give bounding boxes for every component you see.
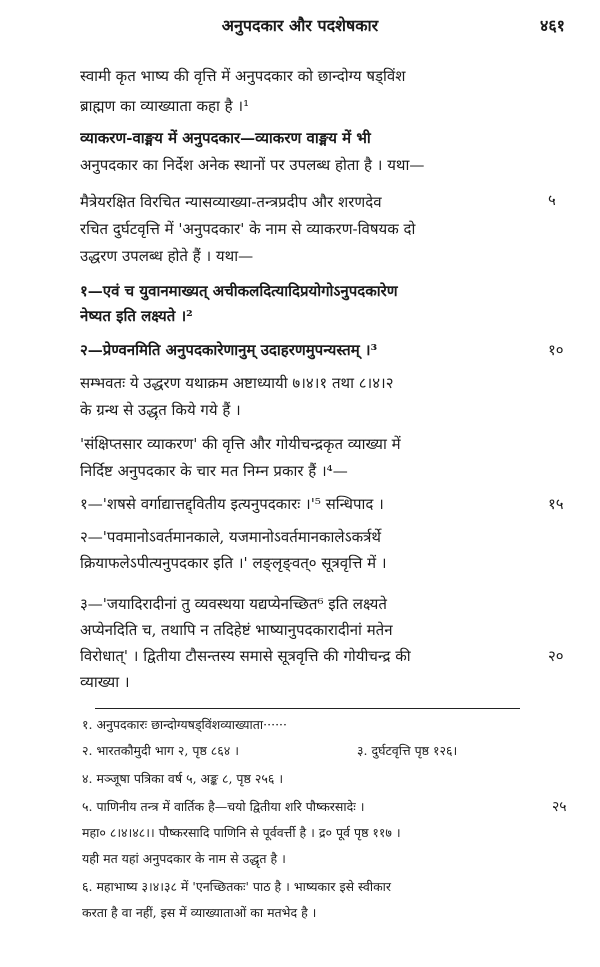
- quote-line: अप्येनदिति च, तथापि न तदिहेष्टं भाष्यानुपदकारादीनां मतेन: [80, 621, 393, 639]
- quote-line: क्रियाफलेऽपीत्यनुपदकार इति ।' लङ्लृङ्वत्० सूत्रवृत्ति में ।: [80, 554, 387, 572]
- body-line: के ग्रन्थ से उद्धृत किये गये हैं ।: [80, 401, 241, 419]
- footnote-5-line: महा० ८।४।४८।। पौष्करसादि पाणिनि से पूर्ववर्त्ती है । द्र० पूर्व पृष्ठ ११७ ।: [82, 825, 401, 840]
- footnote-separator: [95, 708, 520, 709]
- body-line: रचित दुर्घटवृत्ति में 'अनुपदकार' के नाम से व्याकरण-विषयक दो: [80, 220, 416, 238]
- margin-line-number: १०: [548, 341, 564, 359]
- body-line: ब्राह्मण का व्याख्याता कहा है ।¹: [80, 97, 250, 115]
- body-line: मैत्रेयरक्षित विरचित न्यासव्याख्या-तन्त्रप्रदीप और शरणदेव: [80, 193, 382, 211]
- quote-line: ३—'जयादिरादीनां तु व्यवस्थया यद्यप्येनच्छित⁶ इति लक्ष्यते: [80, 595, 387, 613]
- margin-line-number: २५: [552, 799, 567, 815]
- footnote-2: २. भारतकौमुदी भाग २, पृष्ठ ८६४ ।: [82, 743, 240, 758]
- margin-line-number: २०: [548, 647, 564, 665]
- page-number: ४६१: [540, 16, 565, 35]
- body-line: अनुपदकार का निर्देश अनेक स्थानों पर उपलब्ध होता है । यथा—: [80, 156, 425, 174]
- footnote-1: १. अनुपदकारः छान्दोग्यषड्विंशव्याख्याता······: [82, 717, 287, 732]
- body-line: उद्धरण उपलब्ध होते हैं । यथा—: [80, 247, 254, 265]
- quote-line: २—'पवमानोऽवर्तमानकाले, यजमानोऽवर्तमानकालेऽकर्त्रर्थे: [80, 528, 381, 546]
- body-line: सम्भवतः ये उद्धरण यथाक्रम अष्टाध्यायी ७।४।१ तथा ८।४।२: [80, 374, 394, 392]
- quote-line: १—एवं च युवानमाख्यत् अचीकलदित्यादिप्रयोगोऽनुपदकारेण: [80, 282, 398, 300]
- quote-line: नेष्यत इति लक्ष्यते ।²: [80, 307, 193, 325]
- margin-line-number: ५: [548, 191, 556, 209]
- footnote-6-line: करता है वा नहीं, इस में व्याख्याताओं का मतभेद है ।: [82, 905, 317, 920]
- running-title: अनुपदकार और पदशेषकार: [221, 16, 379, 35]
- footnote-6-line: ६. महाभाष्य ३।४।३८ में 'एनच्छितकः' पाठ है । भाष्यकार इसे स्वीकार: [82, 879, 392, 894]
- quote-line: विरोधात्' । द्वितीया टौसन्तस्य समासे सूत्रवृत्ति की गोयीचन्द्र की: [80, 647, 411, 665]
- body-line: स्वामी कृत भाष्य की वृत्ति में अनुपदकार को छान्दोग्य षड्विंश: [80, 67, 406, 85]
- footnote-3: ३. दुर्घटवृत्ति पृष्ठ १२६।: [357, 743, 458, 758]
- body-line: 'संक्षिप्तसार व्याकरण' की वृत्ति और गोयीचन्द्रकृत व्याख्या में: [80, 435, 401, 453]
- section-heading-line: व्याकरण-वाङ्मय में अनुपदकार—व्याकरण वाङ्मय में भी: [80, 129, 371, 147]
- margin-line-number: १५: [548, 495, 564, 513]
- quote-line: २—प्रेण्वनमिति अनुपदकारेणानुम् उदाहरणमुपन्यस्तम् ।³: [80, 341, 378, 359]
- quote-line: व्याख्या ।: [80, 673, 130, 691]
- quote-line: १—'शषसे वर्गाद्यात्तद्द्वितीय इत्यनुपदकारः ।'⁵ सन्धिपाद ।: [80, 495, 384, 513]
- footnote-5-line: यही मत यहां अनुपदकार के नाम से उद्धृत है ।: [82, 851, 286, 866]
- footnote-5-line: ५. पाणिनीय तन्त्र में वार्तिक है—चयो द्वितीया शरि पौष्करसादेः ।: [82, 799, 365, 814]
- footnote-row: [82, 742, 537, 760]
- body-line: निर्दिष्ट अनुपदकार के चार मत निम्न प्रकार हैं ।⁴—: [80, 462, 348, 480]
- footnote-4: ४. मञ्जूषा पत्रिका वर्ष ५, अङ्क ८, पृष्ठ २५६ ।: [82, 771, 284, 786]
- running-header: [0, 14, 600, 38]
